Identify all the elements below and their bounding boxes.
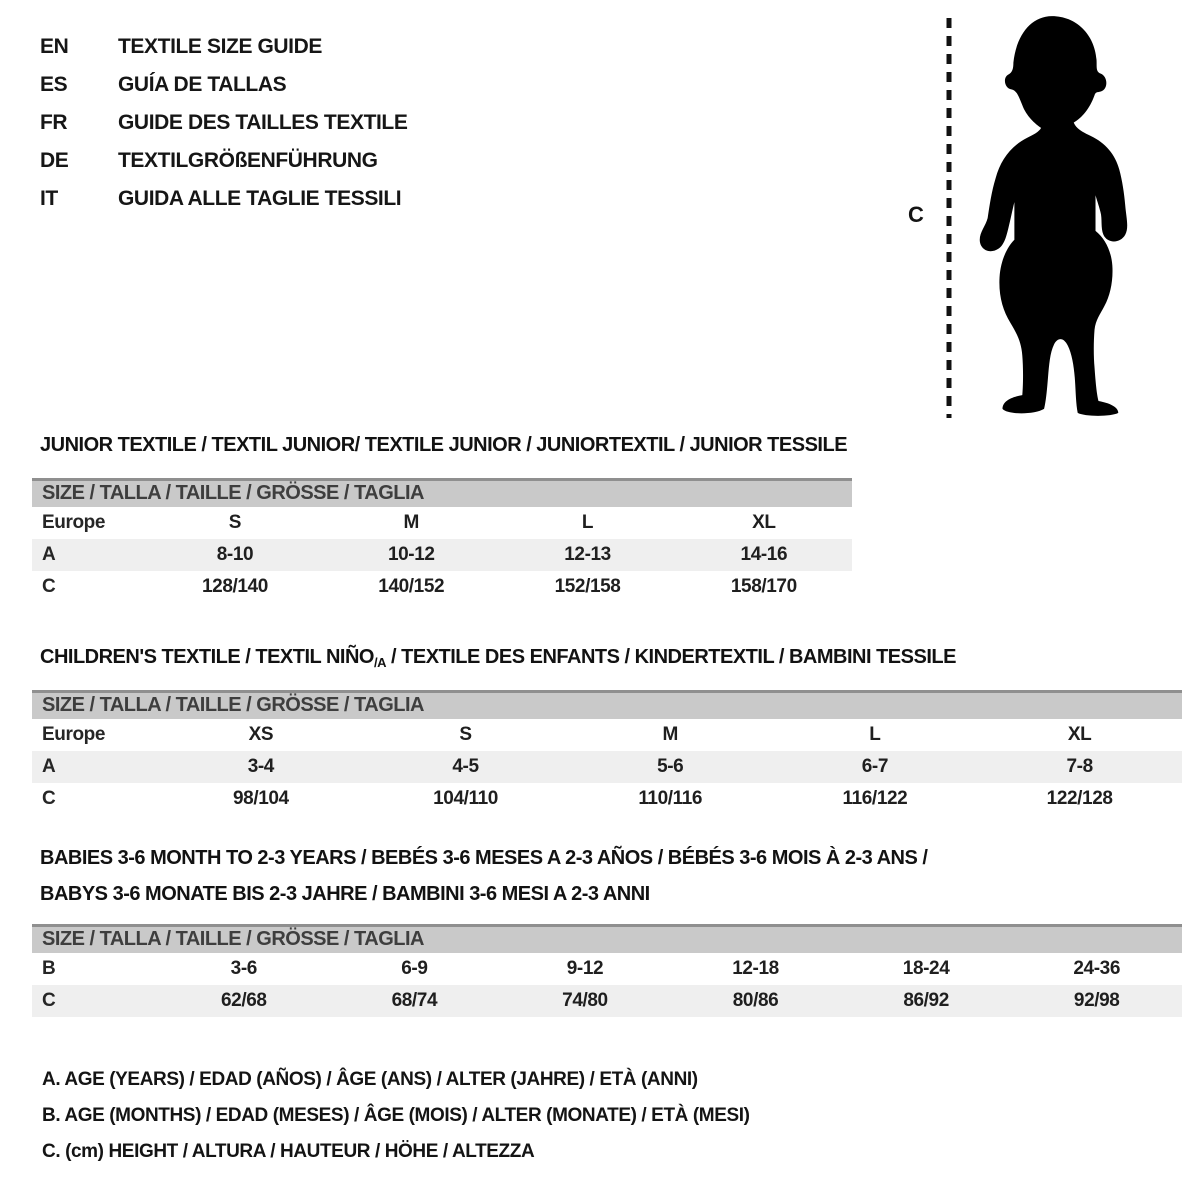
babies-title-line2: BABYS 3-6 MONATE BIS 2-3 JAHRE / BAMBINI 3-6 MESI A 2-3 ANNI: [40, 883, 650, 905]
height-dashed-line-icon: [944, 16, 954, 420]
height-cell: 92/98: [1011, 985, 1182, 1017]
table-row: [32, 783, 1182, 815]
language-row-it: [40, 180, 407, 218]
table-row: [32, 539, 852, 571]
children-section-title: [40, 646, 956, 670]
age-cell: 14-16: [676, 539, 852, 571]
age-cell: 9-12: [566, 958, 604, 979]
children-size-table-header: SIZE / TALLA / TAILLE / GRÖSSE / TAGLIA: [32, 690, 1182, 719]
row-label: C: [42, 576, 56, 597]
language-code: ES: [40, 73, 68, 96]
babies-size-table: [32, 924, 1182, 1017]
table-row: [32, 507, 852, 539]
height-cell: 110/116: [638, 788, 703, 809]
table-row: [32, 953, 1182, 985]
age-cell: 6-7: [773, 751, 978, 783]
table-row: [32, 571, 852, 603]
language-code: IT: [40, 187, 58, 210]
height-cell: 68/74: [329, 985, 500, 1017]
size-cell: XL: [1067, 724, 1092, 745]
children-size-table: [32, 690, 1182, 815]
babies-size-table-header: SIZE / TALLA / TAILLE / GRÖSSE / TAGLIA: [32, 924, 1182, 953]
row-label: A: [32, 751, 159, 783]
size-cell: M: [403, 512, 419, 533]
age-cell: 18-24: [902, 958, 950, 979]
row-label: C: [32, 985, 159, 1017]
age-cell: 8-10: [147, 539, 323, 571]
size-cell: XL: [752, 512, 776, 533]
age-cell: 10-12: [323, 539, 499, 571]
language-label: GUIDE DES TAILLES TEXTILE: [118, 111, 408, 134]
height-measure-label: C: [908, 202, 924, 227]
height-cell: 140/152: [378, 576, 445, 597]
age-cell: 5-6: [568, 751, 773, 783]
height-cell: 158/170: [730, 576, 797, 597]
legend-line-b: B. AGE (MONTHS) / EDAD (MESES) / ÂGE (MOIS) / ALTER (MONATE) / ETÀ (MESI): [42, 1105, 750, 1126]
table-row: [32, 985, 1182, 1017]
size-cell: M: [662, 724, 678, 745]
height-cell: 74/80: [500, 985, 671, 1017]
language-header: [40, 28, 407, 218]
age-cell: 4-5: [363, 751, 568, 783]
babies-title-line1: BABIES 3-6 MONTH TO 2-3 YEARS / BEBÉS 3-6 MESES A 2-3 AÑOS / BÉBÉS 3-6 MOIS À 2-3 ANS /: [40, 847, 928, 869]
row-label: B: [42, 958, 56, 979]
table-row: [32, 719, 1182, 751]
children-title-subscript: /A: [373, 655, 386, 670]
height-cell: 80/86: [670, 985, 841, 1017]
language-code: FR: [40, 111, 68, 134]
row-label: C: [42, 788, 56, 809]
children-title-rest: / TEXTILE DES ENFANTS / KINDERTEXTIL / BAMBINI TESSILE: [385, 646, 956, 668]
row-label: Europe: [42, 724, 106, 745]
language-label: GUÍA DE TALLAS: [118, 73, 287, 96]
height-cell: 122/128: [1046, 788, 1113, 809]
age-cell: 7-8: [977, 751, 1182, 783]
legend: [42, 1062, 750, 1170]
table-row: [32, 751, 1182, 783]
legend-line-c: C. (cm) HEIGHT / ALTURA / HAUTEUR / HÖHE / ALTEZZA: [42, 1141, 535, 1162]
junior-size-table-header: SIZE / TALLA / TAILLE / GRÖSSE / TAGLIA: [32, 478, 852, 507]
babies-section-title: [40, 840, 927, 912]
language-label: TEXTILE SIZE GUIDE: [118, 35, 322, 58]
size-cell: L: [581, 512, 594, 533]
age-cell: 12-13: [499, 539, 675, 571]
age-cell: 12-18: [732, 958, 779, 979]
row-label: A: [32, 539, 147, 571]
legend-line-a: A. AGE (YEARS) / EDAD (AÑOS) / ÂGE (ANS) / ALTER (JAHRE) / ETÀ (ANNI): [42, 1069, 698, 1090]
height-cell: 128/140: [202, 576, 268, 597]
age-cell: 3-4: [159, 751, 364, 783]
height-cell: 104/110: [433, 788, 498, 809]
language-row-en: [40, 28, 407, 66]
language-label: GUIDA ALLE TAGLIE TESSILI: [118, 187, 402, 210]
height-cell: 98/104: [232, 788, 289, 809]
language-label: TEXTILGRÖßENFÜHRUNG: [118, 149, 378, 172]
age-cell: 3-6: [230, 958, 257, 979]
junior-section-title: JUNIOR TEXTILE / TEXTIL JUNIOR/ TEXTILE JUNIOR / JUNIORTEXTIL / JUNIOR TESSILE: [40, 434, 848, 456]
size-cell: L: [869, 724, 881, 745]
children-title-main: CHILDREN'S TEXTILE / TEXTIL NIÑO: [40, 646, 374, 668]
height-cell: 86/92: [841, 985, 1012, 1017]
height-cell: 62/68: [159, 985, 330, 1017]
language-row-fr: [40, 104, 407, 142]
height-cell: 116/122: [842, 788, 908, 809]
age-cell: 24-36: [1073, 958, 1120, 979]
language-code: DE: [40, 149, 69, 172]
size-cell: XS: [248, 724, 274, 745]
junior-size-table: [32, 478, 852, 603]
language-row-de: [40, 142, 407, 180]
height-cell: 152/158: [554, 576, 621, 597]
language-code: EN: [40, 35, 69, 58]
row-label: Europe: [42, 512, 106, 533]
toddler-silhouette-icon: [956, 10, 1144, 418]
size-cell: S: [459, 724, 472, 745]
language-row-es: [40, 66, 407, 104]
size-cell: S: [228, 512, 242, 533]
age-cell: 6-9: [401, 958, 428, 979]
